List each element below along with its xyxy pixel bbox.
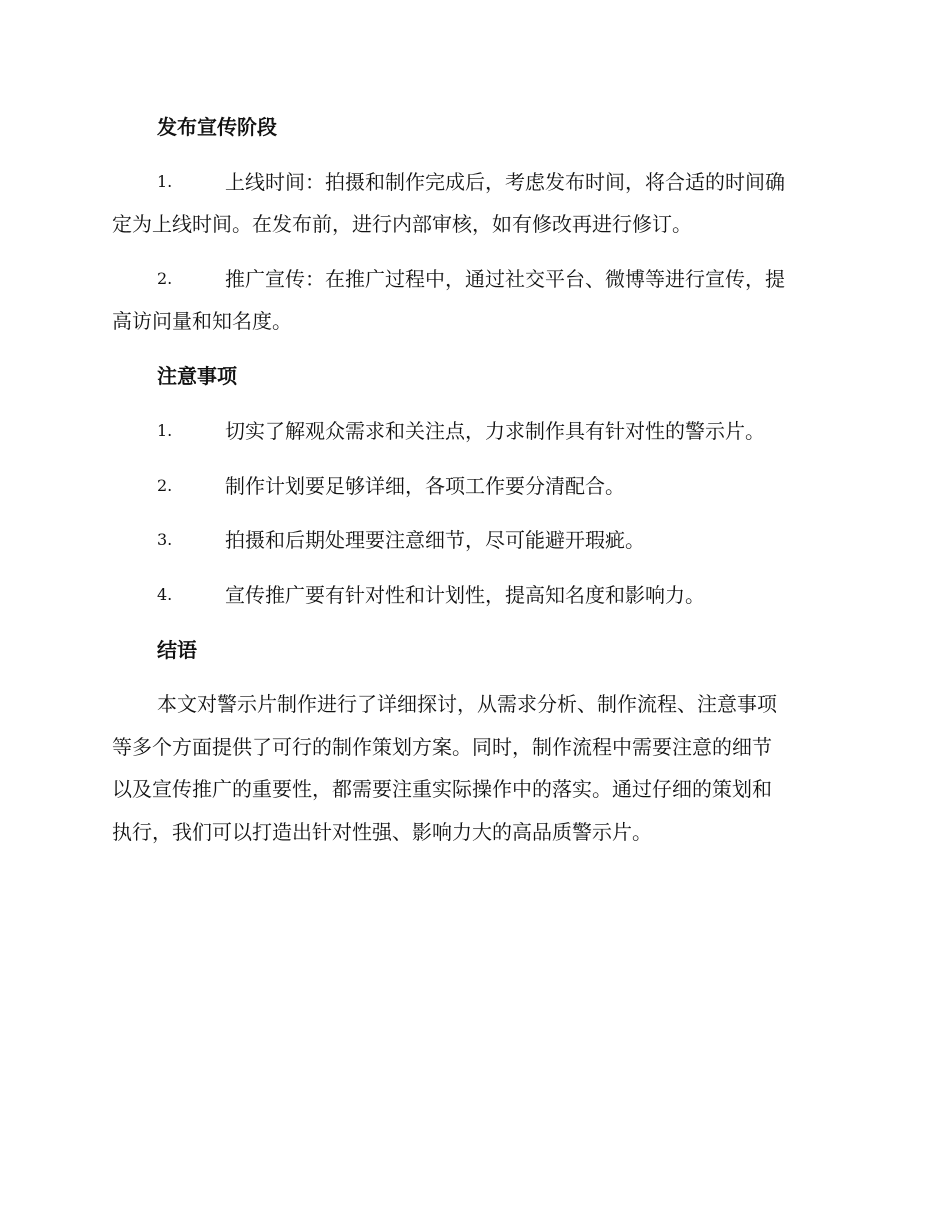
- paragraph-line: 执行，我们可以打造出针对性强、影响力大的高品质警示片。: [112, 820, 652, 844]
- list-item-text-continued: 高访问量和知名度。: [112, 309, 292, 333]
- list-item-text-continued: 定为上线时间。在发布前，进行内部审核，如有修改再进行修订。: [112, 212, 692, 236]
- section-heading-conclusion: 结语: [157, 638, 197, 662]
- list-item-text: 切实了解观众需求和关注点，力求制作具有针对性的警示片。: [225, 419, 765, 443]
- list-number: 3.: [157, 530, 173, 549]
- list-number: 2.: [157, 269, 173, 288]
- section-heading-publish: 发布宣传阶段: [157, 115, 277, 139]
- list-number: 2.: [157, 476, 173, 495]
- list-item-text: 宣传推广要有针对性和计划性，提高知名度和影响力。: [225, 583, 705, 607]
- section-heading-notes: 注意事项: [157, 364, 237, 388]
- paragraph-line: 以及宣传推广的重要性，都需要注重实际操作中的落实。通过仔细的策划和: [112, 777, 772, 801]
- list-number: 1.: [157, 172, 173, 191]
- list-item-text: 制作计划要足够详细，各项工作要分清配合。: [225, 474, 625, 498]
- paragraph-line: 等多个方面提供了可行的制作策划方案。同时，制作流程中需要注意的细节: [112, 735, 772, 759]
- list-number: 4.: [157, 585, 173, 604]
- list-item-text: 推广宣传：在推广过程中，通过社交平台、微博等进行宣传，提: [225, 267, 785, 291]
- list-item-text: 拍摄和后期处理要注意细节，尽可能避开瑕疵。: [225, 528, 645, 552]
- list-item-text: 上线时间：拍摄和制作完成后，考虑发布时间，将合适的时间确: [225, 170, 785, 194]
- list-number: 1.: [157, 421, 173, 440]
- paragraph-line: 本文对警示片制作进行了详细探讨，从需求分析、制作流程、注意事项: [157, 692, 777, 716]
